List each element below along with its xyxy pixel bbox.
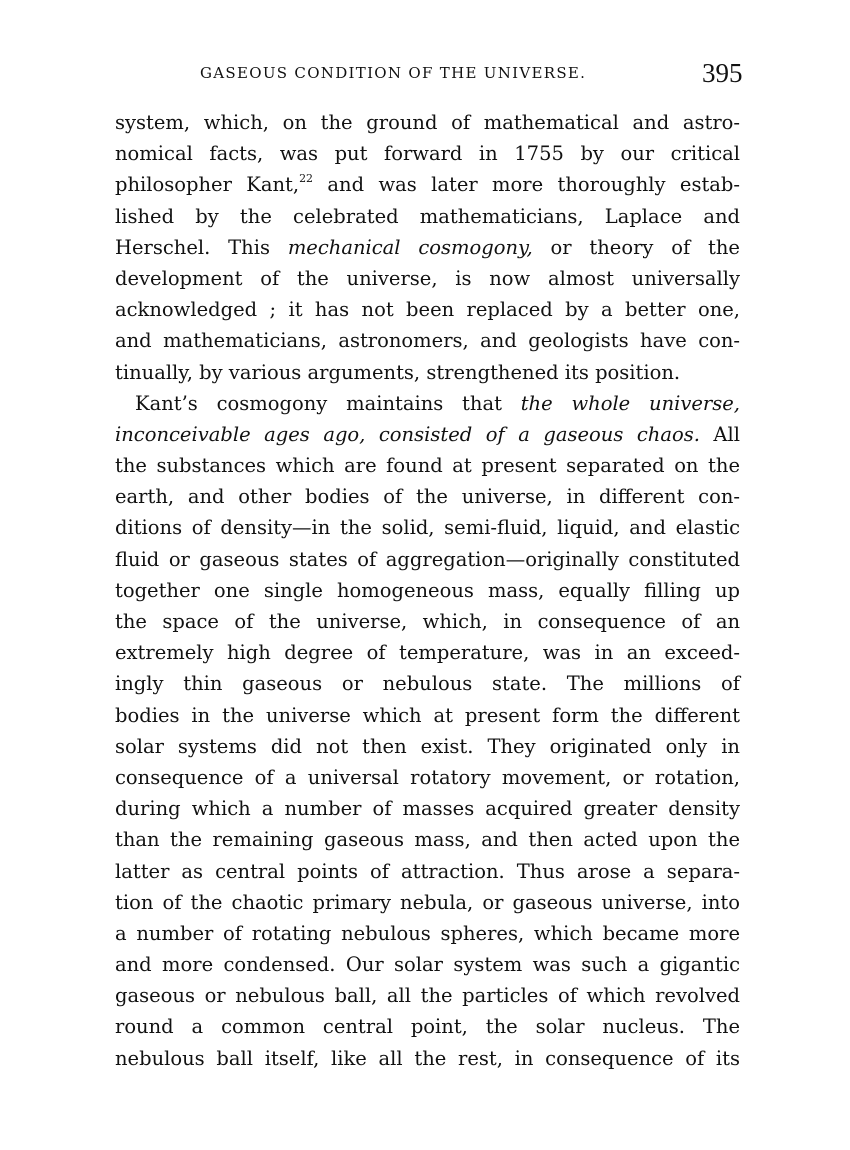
text-line: nebulous ball itself, like all the rest, in consequence of its	[115, 1046, 740, 1070]
text-line: fluid or gaseous states of aggregation—originally constituted	[115, 547, 740, 571]
text-line: together one single homogeneous mass, equally filling up	[115, 578, 740, 602]
text-line: ingly thin gaseous or nebulous state. The millions of	[115, 672, 740, 696]
text-line: tion of the chaotic primary nebula, or gaseous universe, into	[115, 890, 740, 914]
text-line	[115, 419, 740, 450]
text-line	[115, 232, 740, 263]
text-line: round a common central point, the solar nucleus. The	[115, 1015, 740, 1039]
text-line: lished by the celebrated mathematicians, Laplace and	[115, 204, 740, 228]
text-line: and more condensed. Our solar system was such a gigantic	[115, 953, 740, 977]
text-line: during which a number of masses acquired greater density	[115, 797, 740, 821]
text-run: or theory of the	[532, 235, 740, 259]
text-line: development of the universe, is now almost universally	[115, 266, 740, 290]
paragraph-1	[115, 107, 740, 388]
text-line: solar systems did not then exist. They originated only in	[115, 734, 740, 758]
page-number: 395	[702, 58, 743, 88]
text-line: the space of the universe, which, in consequence of an	[115, 610, 740, 633]
text-run: and was later more thoroughly estab-	[313, 173, 741, 197]
text-line: system, which, on the ground of mathematical and astro-	[115, 111, 740, 134]
text-line	[115, 388, 740, 419]
italic-phrase: inconceivable ages ago, consisted of a gaseous chaos.	[115, 422, 700, 446]
text-line: acknowledged ; it has not been replaced by a better one,	[115, 298, 740, 322]
text-line	[115, 169, 740, 200]
italic-phrase: the whole universe,	[520, 391, 740, 415]
text-line: tinually, by various arguments, strengthened its position.	[115, 360, 681, 384]
running-header	[0, 56, 850, 96]
text-line: nomical facts, was put forward in 1755 by our critical	[115, 142, 740, 166]
text-run: Kant’s cosmogony maintains that	[135, 391, 521, 415]
paragraph-2	[115, 388, 740, 1074]
text-line: a number of rotating nebulous spheres, which became more	[115, 921, 740, 945]
text-line: and mathematicians, astronomers, and geologists have con-	[115, 329, 740, 353]
running-title: GASEOUS CONDITION OF THE UNIVERSE.	[200, 64, 587, 82]
text-line: ditions of density—in the solid, semi-fluid, liquid, and elastic	[115, 516, 740, 540]
text-line: extremely high degree of temperature, was in an exceed-	[115, 641, 740, 665]
text-line: bodies in the universe which at present form the different	[115, 703, 740, 727]
text-line: gaseous or nebulous ball, all the particles of which revolved	[115, 984, 740, 1008]
text-run: Herschel. This	[115, 235, 288, 259]
text-line: consequence of a universal rotatory movement, or rotation,	[115, 765, 740, 789]
footnote-reference: 22	[299, 172, 314, 186]
text-line: earth, and other bodies of the universe, in different con-	[115, 485, 740, 509]
text-run: All	[699, 422, 740, 446]
text-line: than the remaining gaseous mass, and then acted upon the	[115, 828, 740, 852]
text-line: latter as central points of attraction. Thus arose a separa-	[115, 859, 740, 883]
text-run: philosopher Kant,	[115, 173, 300, 197]
body-text	[115, 107, 740, 1074]
italic-phrase: mechanical cosmogony,	[287, 235, 533, 259]
text-line: the substances which are found at present separated on the	[115, 454, 740, 478]
